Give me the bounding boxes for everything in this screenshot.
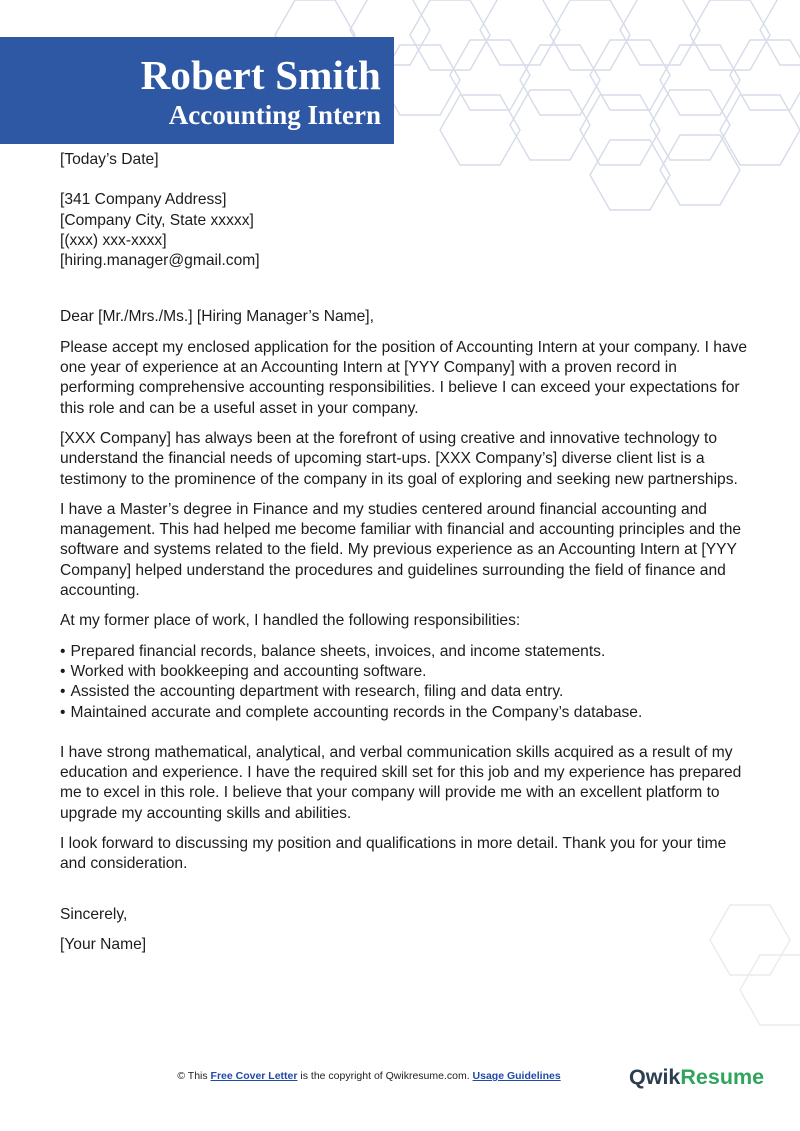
- applicant-name: Robert Smith: [140, 52, 381, 98]
- list-item: [60, 642, 750, 662]
- body-paragraph: [XXX Company] has always been at the forefront of using creative and innovative technology to understand the financial needs of upcoming start-ups. [XXX Company’s] diverse client list is a testimony to the prominence of the company in its goal of exploring and seeking new partnerships.: [60, 429, 738, 488]
- bullet-icon: •: [60, 683, 66, 701]
- bullet-icon: •: [60, 662, 66, 680]
- bullet-icon: •: [60, 703, 66, 721]
- body-paragraph: Please accept my enclosed application for the position of Accounting Intern at your company. I have one year of experience at an Accounting Intern at [YYY Company] with a proven record in performing comprehensive accounting responsibilities. I believe I can exceed your expectations for this role and can be a useful asset in your company.: [60, 338, 748, 417]
- list-item-text: Maintained accurate and complete accounting records in the Company’s database.: [70, 703, 643, 721]
- list-item: [60, 703, 750, 723]
- list-item-text: Prepared financial records, balance sheets, invoices, and income statements.: [70, 642, 606, 660]
- logo-part-resume: Resume: [680, 1065, 765, 1089]
- letter-date: [Today’s Date]: [60, 151, 159, 168]
- signature-name: [Your Name]: [60, 935, 147, 953]
- responsibilities-list: [60, 642, 750, 723]
- salutation: Dear [Mr./Mrs./Ms.] [Hiring Manager’s Name],: [60, 308, 374, 326]
- body-paragraph: At my former place of work, I handled the following responsibilities:: [60, 612, 521, 630]
- list-item: [60, 682, 750, 702]
- list-item-text: Assisted the accounting department with research, filing and data entry.: [70, 683, 564, 701]
- body-paragraph: I have a Master’s degree in Finance and my studies centered around financial accounting and management. This had helped me become familiar with financial and accounting principles and the software and systems related to the field. My previous experience as an Accounting Intern at [YYY Company] helped understand the procedures and guidelines surrounding the field of finance and accounting.: [60, 500, 742, 600]
- copyright-footer: [0, 1070, 738, 1082]
- applicant-job-title: Accounting Intern: [168, 100, 381, 130]
- footer-text: © This: [177, 1070, 211, 1082]
- list-item: [60, 662, 750, 682]
- usage-guidelines-link[interactable]: Usage Guidelines: [472, 1070, 561, 1082]
- bullet-icon: •: [60, 642, 66, 660]
- logo-part-qwik: Qwik: [629, 1065, 681, 1089]
- address-line: [hiring.manager@gmail.com]: [60, 252, 260, 270]
- list-item-text: Worked with bookkeeping and accounting software.: [70, 662, 427, 680]
- cover-letter-body: [60, 150, 750, 955]
- address-line: [(xxx) xxx-xxxx]: [60, 231, 167, 249]
- recipient-address: [60, 190, 750, 271]
- address-line: [341 Company Address]: [60, 191, 227, 209]
- qwikresume-logo[interactable]: [629, 1065, 764, 1090]
- free-cover-letter-link[interactable]: Free Cover Letter: [210, 1070, 298, 1082]
- sign-off: Sincerely,: [60, 905, 128, 923]
- address-line: [Company City, State xxxxx]: [60, 211, 254, 229]
- footer-text: is the copyright of Qwikresume.com.: [297, 1070, 473, 1082]
- body-paragraph: I have strong mathematical, analytical, and verbal communication skills acquired as a result of my education and experience. I have the required skill set for this job and my experience has prepared me to excel in this role. I believe that your company will provide me with an excellent platform to upgrade my accounting skills and abilities.: [60, 743, 742, 822]
- header-band: [0, 37, 394, 144]
- body-paragraph: I look forward to discussing my position and qualifications in more detail. Thank you for your time and consideration.: [60, 835, 727, 873]
